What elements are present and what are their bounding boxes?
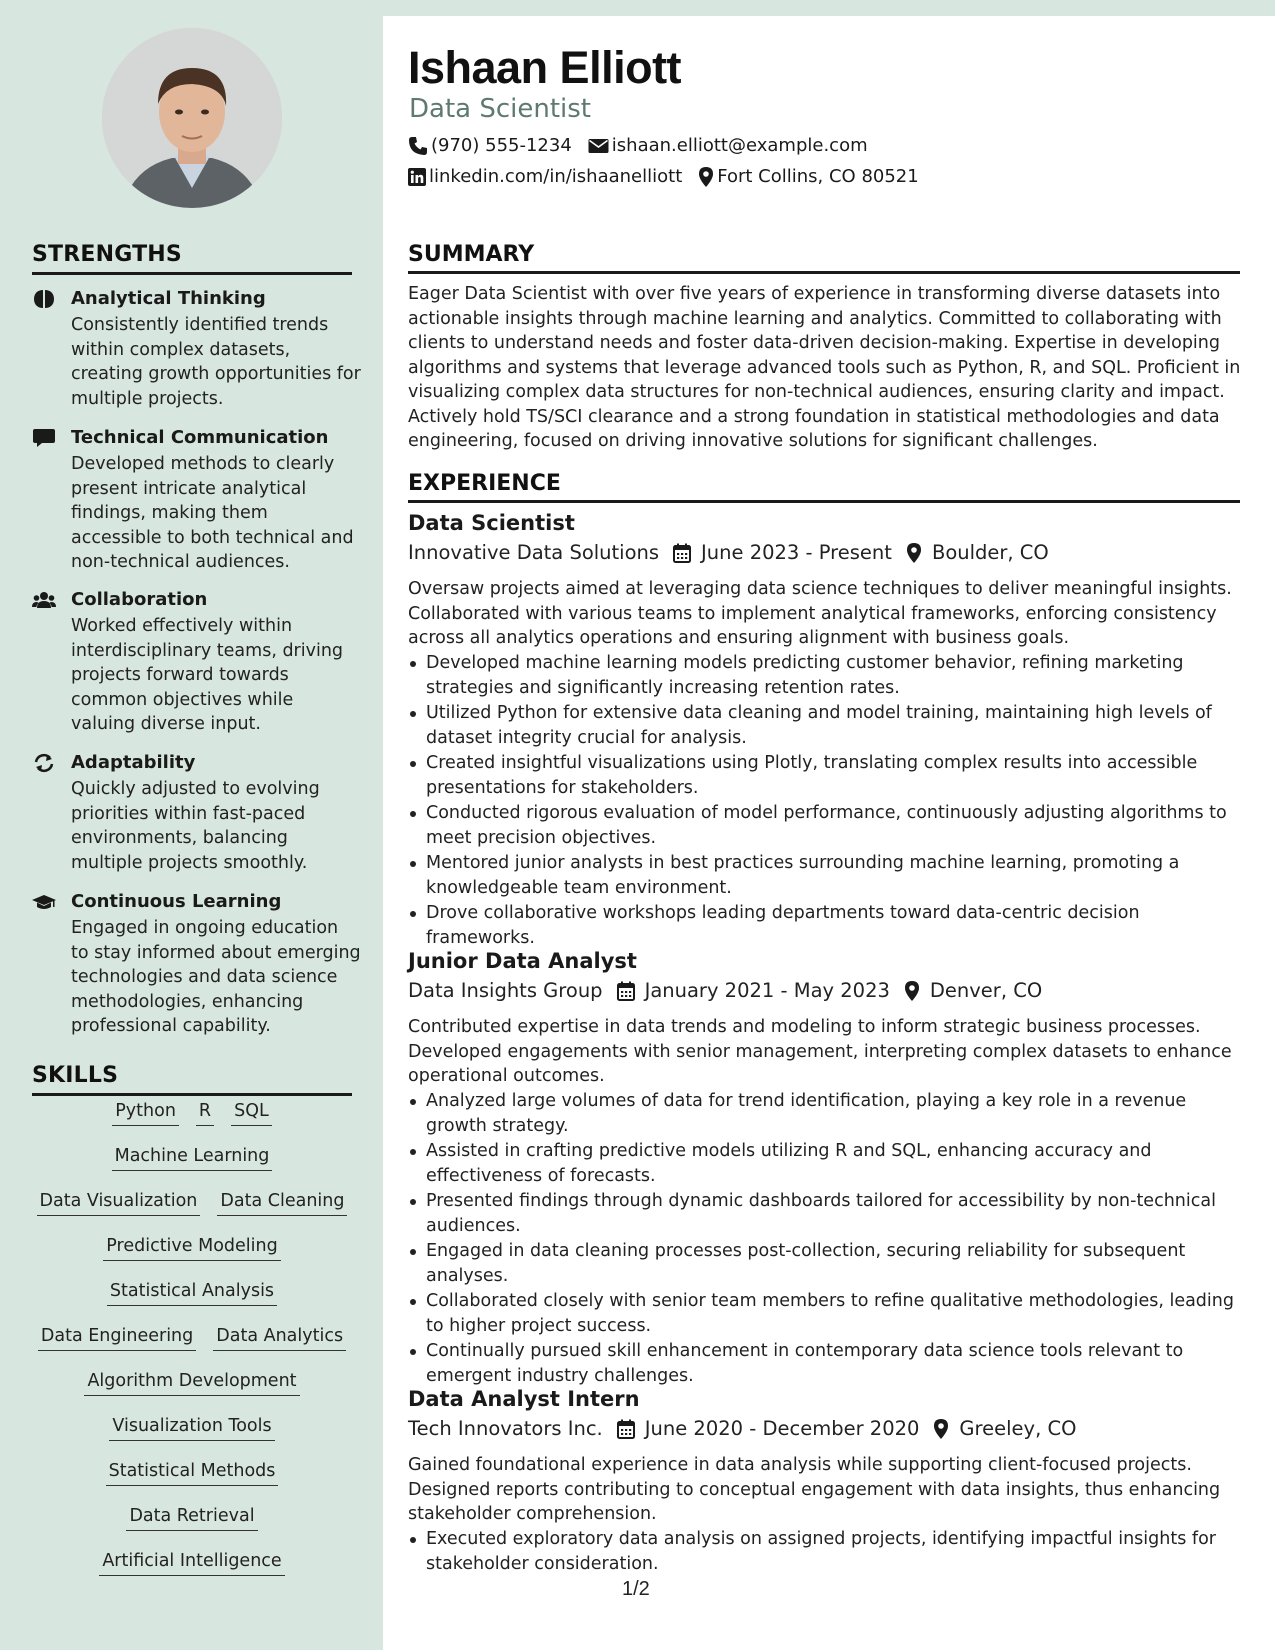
- skill-tag: Algorithm Development: [84, 1370, 299, 1396]
- job-title: Data Analyst Intern: [408, 1387, 640, 1411]
- job-bullets: [408, 1527, 1243, 1577]
- envelope-icon: [588, 137, 609, 155]
- job-dates: [617, 979, 890, 1002]
- list-item: Developed machine learning models predicting customer behavior, refining marketing strategies and significantly increasing retention rates.: [408, 651, 1243, 700]
- list-item: Mentored junior analysts in best practices surrounding machine learning, promoting a knowledgeable team environment.: [408, 851, 1243, 900]
- job-location-text: Denver, CO: [929, 979, 1043, 1002]
- calendar-icon: [673, 543, 691, 563]
- skill-tag: Python: [112, 1100, 179, 1126]
- location-text: Fort Collins, CO 80521: [717, 166, 919, 187]
- job-meta: [408, 1417, 1076, 1440]
- job-dates: [673, 541, 892, 564]
- job-location-text: Greeley, CO: [959, 1417, 1077, 1440]
- job-bullets: [408, 651, 1243, 951]
- job-location: [906, 541, 1049, 564]
- sync-icon: [32, 753, 56, 773]
- graduation-cap-icon: [32, 892, 56, 912]
- skill-tag: Data Analytics: [213, 1325, 346, 1351]
- profile-photo: [102, 28, 282, 208]
- map-pin-icon: [904, 981, 920, 1001]
- linkedin-text[interactable]: linkedin.com/in/ishaanelliott: [429, 166, 683, 187]
- skill-tag: Data Retrieval: [126, 1505, 257, 1531]
- list-item: Analyzed large volumes of data for trend identification, playing a key role in a revenue growth strategy.: [408, 1089, 1243, 1138]
- skill-tag: Artificial Intelligence: [99, 1550, 284, 1576]
- linkedin-contact[interactable]: [408, 166, 682, 187]
- job-description: Oversaw projects aimed at leveraging data science techniques to deliver meaningful insights. Collaborated with various teams to implement analytical frameworks, enforcing consistency across all analytics operations and ensuring alignment with business goals.: [408, 579, 1232, 648]
- contact-row: [408, 166, 919, 187]
- sidebar: [0, 0, 383, 1650]
- location-contact: [698, 166, 918, 187]
- main-content: [383, 16, 1275, 1650]
- skill-tag: Data Cleaning: [217, 1190, 347, 1216]
- skills-list: [32, 1100, 352, 1576]
- job-title: Junior Data Analyst: [408, 949, 637, 973]
- list-item: Drove collaborative workshops leading departments toward data-centric decision frameworks.: [408, 901, 1243, 950]
- job-dates-text: June 2023 - Present: [701, 541, 892, 564]
- strength-title: Technical Communication: [71, 427, 329, 448]
- job-location-text: Boulder, CO: [931, 541, 1049, 564]
- job-meta: [408, 541, 1049, 564]
- phone-contact: [408, 135, 572, 156]
- candidate-name: Ishaan Elliott: [408, 42, 682, 93]
- strengths-heading: STRENGTHS: [32, 242, 352, 275]
- brain-icon: [32, 289, 56, 309]
- page-number: 1/2: [622, 1578, 650, 1600]
- skill-tag: R: [196, 1100, 214, 1126]
- strength-title: Continuous Learning: [71, 891, 282, 912]
- strength-title: Collaboration: [71, 589, 208, 610]
- map-pin-icon: [933, 1419, 949, 1439]
- skill-tag: Visualization Tools: [109, 1415, 274, 1441]
- contact-row: [408, 135, 868, 156]
- map-pin-icon: [906, 543, 922, 563]
- skill-tag: Predictive Modeling: [103, 1235, 280, 1261]
- strength-title: Adaptability: [71, 752, 196, 773]
- list-item: Created insightful visualizations using Plotly, translating complex results into accessible presentations for stakeholders.: [408, 751, 1243, 800]
- map-pin-icon: [698, 167, 714, 187]
- calendar-icon: [617, 1419, 635, 1439]
- strength-desc: Developed methods to clearly present intricate analytical findings, making them accessible to both technical and non-technical audiences.: [71, 454, 354, 572]
- skills-heading: SKILLS: [32, 1063, 352, 1096]
- strength-desc: Quickly adjusted to evolving priorities within fast-paced environments, balancing multiple projects smoothly.: [71, 779, 320, 873]
- job-dates-text: January 2021 - May 2023: [644, 979, 890, 1002]
- job-bullets: [408, 1089, 1243, 1389]
- list-item: Engaged in data cleaning processes post-collection, securing reliability for subsequent analyses.: [408, 1239, 1243, 1288]
- job-title: Data Scientist: [408, 511, 575, 535]
- skill-tag: Machine Learning: [112, 1145, 273, 1171]
- list-item: Continually pursued skill enhancement in contemporary data science tools relevant to emergent industry challenges.: [408, 1339, 1243, 1388]
- job-description: Contributed expertise in data trends and modeling to inform strategic business processes. Developed engagements with senior management, interpreting complex datasets to enhance operational outcomes.: [408, 1017, 1232, 1086]
- comment-icon: [32, 428, 56, 448]
- list-item: Conducted rigorous evaluation of model performance, continuously adjusting algorithms to meet precision objectives.: [408, 801, 1243, 850]
- job-dates-text: June 2020 - December 2020: [644, 1417, 920, 1440]
- job-location: [933, 1417, 1076, 1440]
- list-item: Utilized Python for extensive data cleaning and model training, maintaining high levels of dataset integrity crucial for analysis.: [408, 701, 1243, 750]
- job-dates: [617, 1417, 920, 1440]
- job-meta: [408, 979, 1042, 1002]
- skill-tag: Data Visualization: [37, 1190, 201, 1216]
- summary-heading: SUMMARY: [408, 242, 1240, 274]
- list-item: Assisted in crafting predictive models utilizing R and SQL, enhancing accuracy and effectiveness of forecasts.: [408, 1139, 1243, 1188]
- job-description: Gained foundational experience in data analysis while supporting client-focused projects. Designed reports contributing to conceptual engagement with data insights, thus enhancing stakeholder comprehension.: [408, 1455, 1221, 1524]
- strength-desc: Consistently identified trends within complex datasets, creating growth opportunities for multiple projects.: [71, 315, 361, 409]
- email-text[interactable]: ishaan.elliott@example.com: [611, 135, 868, 156]
- list-item: Executed exploratory data analysis on assigned projects, identifying impactful insights for stakeholder consideration.: [408, 1527, 1243, 1576]
- skill-tag: Data Engineering: [38, 1325, 196, 1351]
- email-contact[interactable]: [588, 135, 868, 156]
- job-company: Innovative Data Solutions: [408, 541, 660, 564]
- candidate-role: Data Scientist: [409, 94, 591, 124]
- summary-text: Eager Data Scientist with over five years of experience in transforming diverse datasets into actionable insights through machine learning and analytics. Committed to collaborating with clients to understand needs and foster data-driven decision-making. Expertise in developing algorithms and systems that leverage advanced tools such as Python, R, and SQL. Proficient in visualizing complex data structures for non-technical audiences, ensuring clarity and impact. Actively hold TS/SCI clearance and a strong foundation in statistical methodologies and data engineering, focused on driving innovative solutions for significant challenges.: [408, 284, 1241, 451]
- phone-text: (970) 555-1234: [431, 135, 572, 156]
- job-location: [904, 979, 1042, 1002]
- users-icon: [32, 590, 56, 610]
- linkedin-icon: [408, 168, 426, 186]
- skill-tag: Statistical Methods: [106, 1460, 279, 1486]
- strength-title: Analytical Thinking: [71, 288, 266, 309]
- calendar-icon: [617, 981, 635, 1001]
- phone-icon: [408, 136, 428, 156]
- skill-tag: Statistical Analysis: [107, 1280, 277, 1306]
- experience-heading: EXPERIENCE: [408, 471, 1240, 503]
- strength-desc: Engaged in ongoing education to stay informed about emerging technologies and data science methodologies, enhancing professional capability.: [71, 918, 361, 1036]
- job-company: Data Insights Group: [408, 979, 603, 1002]
- skill-tag: SQL: [231, 1100, 272, 1126]
- list-item: Presented findings through dynamic dashboards tailored for accessibility by non-technical audiences.: [408, 1189, 1243, 1238]
- strength-desc: Worked effectively within interdisciplinary teams, driving projects forward towards common objectives while valuing diverse input.: [71, 616, 344, 734]
- list-item: Collaborated closely with senior team members to refine qualitative methodologies, leading to higher project success.: [408, 1289, 1243, 1338]
- job-company: Tech Innovators Inc.: [408, 1417, 603, 1440]
